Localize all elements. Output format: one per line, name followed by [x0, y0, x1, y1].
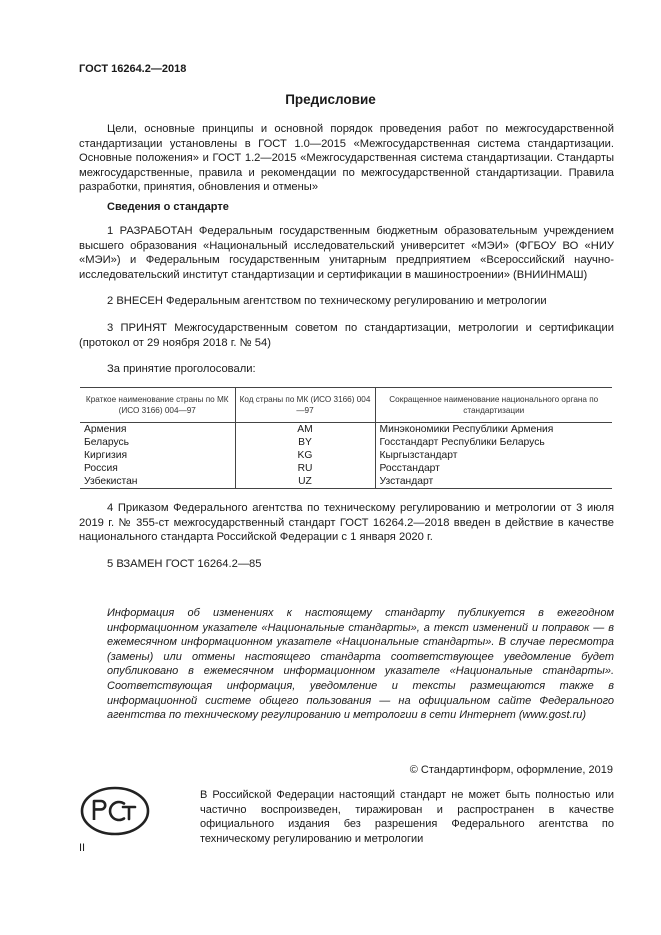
item-replaces-text: 5 ВЗАМЕН ГОСТ 16264.2—85: [107, 558, 262, 570]
country-code-cell: KG: [235, 449, 375, 462]
country-code-cell: UZ: [235, 475, 375, 489]
standards-body-cell: Госстандарт Республики Беларусь: [375, 436, 612, 449]
table-row: [80, 436, 612, 449]
table-row: [80, 423, 612, 437]
intro-paragraph: [79, 122, 614, 195]
item-replaces: [79, 557, 614, 572]
gost-r-certification-mark-icon: [80, 786, 150, 836]
country-name-cell: Армения: [84, 424, 127, 435]
country-code-cell: RU: [235, 462, 375, 475]
document-code: ГОСТ 16264.2—2018: [79, 63, 187, 75]
page-number: II: [79, 842, 86, 854]
country-name-cell: Россия: [84, 463, 118, 474]
country-name-cell: Беларусь: [84, 437, 130, 448]
copyright-line: © Стандартинформ, оформление, 2019: [409, 764, 613, 776]
item-adopted: [79, 321, 614, 350]
vote-label-text: За принятие проголосовали:: [107, 363, 256, 375]
header-country-name: Краткое наименование страны по МК (ИСО 3166) 004—97: [80, 388, 235, 423]
standards-body-cell: Росстандарт: [375, 462, 612, 475]
country-code-cell: AM: [235, 423, 375, 437]
standards-body-cell: Кыргызстандарт: [375, 449, 612, 462]
amendments-notice: Информация об изменениях к настоящему стандарту публикуется в ежегодном информационном указателе «Национальные стандарты», а текст изменений и поправок — в ежемесячном информационном указателе «Национальные стандарты». В случае пересмотра (замены) или отмены настоящего стандарта соответствующее уведомление будет опубликовано в ежемесячном информационном указателе «Национальные стандарты». Соответствующая информация, уведомление и тексты размещаются также в информационной системе общего пользования — на официальном сайте Федерального агентства по техническому регулированию и метрологии в сети Интернет (www.gost.ru): [107, 607, 614, 722]
standards-body-cell: Минэкономики Республики Армения: [375, 423, 612, 437]
item-adopted-text: 3 ПРИНЯТ Межгосударственным советом по стандартизации, метрологии и сертификации (протокол от 29 ноября 2018 г. № 54): [79, 322, 614, 349]
country-name-cell: Киргизия: [84, 450, 128, 461]
item-submitted: [79, 294, 614, 309]
section-heading: Сведения о стандарте: [107, 201, 229, 213]
standards-body-cell: Узстандарт: [375, 475, 612, 489]
vote-label: [79, 362, 614, 377]
item-developed-text: 1 РАЗРАБОТАН Федеральным государственным бюджетным образовательным учреждением высшего образования «Национальный исследовательский университет «МЭИ» (ФГБОУ ВО «НИУ «МЭИ») и Федеральным государственным унитарным предприятием «Всероссийский научно-исследовательский институт стандартизации и сертификации в машиностроении» (ВНИИНМАШ): [79, 225, 614, 281]
header-country-code: Код страны по МК (ИСО 3166) 004—97: [235, 388, 375, 423]
header-standards-body: Сокращенное наименование национального органа по стандартизации: [375, 388, 612, 423]
table-row: [80, 462, 612, 475]
country-name-cell: Узбекистан: [80, 475, 235, 489]
voting-table: [80, 387, 612, 489]
reproduction-notice: В Российской Федерации настоящий стандарт не может быть полностью или частично воспроизведен, тиражирован и распространен в качестве официального издания без разрешения Федерального агентства по техническому регулированию и метрологии: [200, 789, 614, 845]
item-submitted-text: 2 ВНЕСЕН Федеральным агентством по техническому регулированию и метрологии: [107, 295, 547, 307]
intro-text: Цели, основные принципы и основной порядок проведения работ по межгосударственной стандартизации установлены в ГОСТ 1.0—2015 «Межгосударственная система стандартизации. Основные положения» и ГОСТ 1.2—2015 «Межгосударственная система стандартизации. Стандарты межгосударственные, правила и рекомендации по межгосударственной стандартизации. Правила разработки, принятия, обновления и отмены»: [79, 123, 614, 194]
page-title: Предисловие: [285, 92, 376, 107]
table-row: [80, 449, 612, 462]
item-enacted-text: 4 Приказом Федерального агентства по техническому регулированию и метрологии от 3 июля 2019 г. № 355-ст межгосударственный стандарт ГОСТ 16264.2—2018 введен в действие в качестве национального стандарта Российской Федерации с 1 января 2020 г.: [79, 502, 614, 544]
item-enacted: [79, 501, 614, 545]
table-row: [80, 475, 612, 489]
item-developed: [79, 224, 614, 282]
table-header-row: [80, 388, 612, 423]
country-code-cell: BY: [235, 436, 375, 449]
